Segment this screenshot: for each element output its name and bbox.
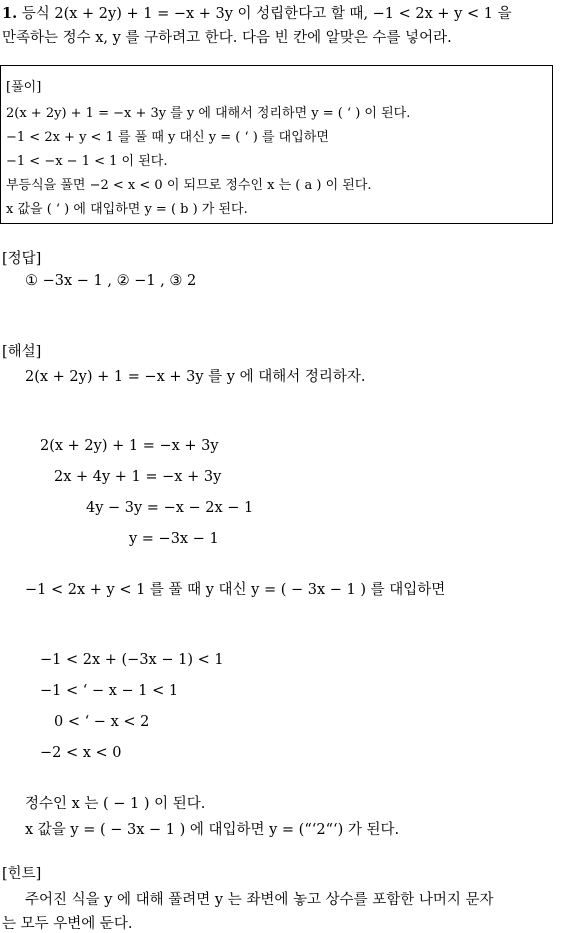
hint-heading: [힌트]	[2, 866, 42, 882]
result-line-2: x 값을 y = ( − 3x − 1 ) 에 대입하면 y = (“‘2“‘) 가 된다.	[25, 822, 400, 838]
substitution-text: −1 < 2x + y < 1 를 풀 때 y 대신 y = ( − 3x − 1 ) 를 대입하면	[25, 582, 446, 598]
solution-line-5: x 값을 ( ‘ ) 에 대입하면 y = ( b ) 가 된다.	[6, 202, 248, 217]
equation-4: y = −3x − 1	[129, 531, 219, 547]
solution-heading: [풀이]	[6, 80, 42, 95]
question-line-1	[2, 2, 512, 23]
inequality-2: −1 < ‘ − x − 1 < 1	[40, 683, 179, 699]
question-text-1: 등식 2(x + 2y) + 1 = −x + 3y 이 성립한다고 할 때, −1 < 2x + y < 1 을	[21, 6, 512, 22]
hint-line-1: 주어진 식을 y 에 대해 풀려면 y 는 좌변에 놓고 상수를 포함한 나머지 문자	[25, 892, 494, 908]
solution-line-1: 2(x + 2y) + 1 = −x + 3y 를 y 에 대해서 정리하면 y = ( ‘ ) 이 된다.	[6, 106, 411, 121]
explanation-heading: [해설]	[2, 344, 42, 360]
equation-1: 2(x + 2y) + 1 = −x + 3y	[40, 438, 219, 454]
question-number: 1.	[2, 5, 18, 22]
answer-text: ① −3x − 1 , ② −1 , ③ 2	[25, 273, 197, 289]
equation-3: 4y − 3y = −x − 2x − 1	[86, 500, 254, 516]
hint-line-2: 는 모두 우변에 둔다.	[2, 916, 133, 932]
solution-box	[0, 65, 553, 224]
solution-line-3: −1 < −x − 1 < 1 이 된다.	[6, 154, 168, 169]
inequality-4: −2 < x < 0	[40, 745, 122, 761]
solution-line-4: 부등식을 풀면 −2 < x < 0 이 되므로 정수인 x 는 ( a ) 이 된다.	[6, 178, 372, 193]
solution-line-2: −1 < 2x + y < 1 를 풀 때 y 대신 y = ( ‘ ) 를 대입하면	[6, 130, 329, 145]
equation-2: 2x + 4y + 1 = −x + 3y	[54, 469, 222, 485]
inequality-3: 0 < ‘ − x < 2	[54, 714, 150, 730]
result-line-1: 정수인 x 는 ( − 1 ) 이 된다.	[25, 796, 206, 812]
answer-heading: [정답]	[2, 251, 42, 267]
explanation-intro: 2(x + 2y) + 1 = −x + 3y 를 y 에 대해서 정리하자.	[25, 369, 366, 385]
inequality-1: −1 < 2x + (−3x − 1) < 1	[40, 652, 224, 668]
question-text-2: 만족하는 정수 x, y 를 구하려고 한다. 다음 빈 칸에 알맞은 수를 넣어라.	[2, 30, 452, 46]
